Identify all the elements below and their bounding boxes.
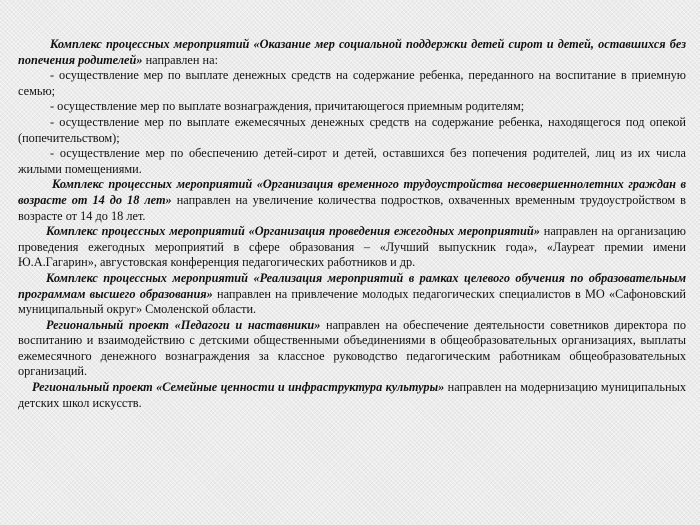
program-title: Региональный проект «Семейные ценности и инфраструктура культуры»: [32, 380, 445, 395]
paragraph-text: направлен на организацию проведения ежегодных мероприятий в сфере образования – «Лучший выпускник года», «Лауреат премии имени Ю.А.Гагарин», августовская конференция педагогических работников и др.: [18, 224, 686, 270]
paragraph-text: направлен на модернизацию муниципальных детских школ искусств.: [18, 380, 686, 410]
paragraph-target-training: [18, 271, 686, 318]
paragraph-text: направлен на увеличение количества подростков, охваченных временным трудоустройством в возрасте от 14 до 18 лет.: [18, 192, 686, 223]
paragraph-orphans-support: [18, 37, 686, 68]
paragraph-text: направлен на обеспечение деятельности советников директора по воспитанию и взаимодействию с детскими общественными объединениями в общеобразовательных организациях, выплаты ежемесячного денежного вознаграждения за классное руководство педагогическим работникам общеобразовательных организаций.: [18, 317, 686, 379]
paragraph-text: направлен на привлечение молодых педагогических специалистов в МО «Сафоновский муниципальный округ» Смоленской области.: [18, 286, 686, 317]
paragraph-family-values: [18, 380, 686, 411]
program-title: Региональный проект «Педагоги и наставники»: [46, 317, 321, 332]
program-title: Комплекс процессных мероприятий «Организация временного трудоустройства несовершеннолетних граждан в возрасте от 14 до 18 лет»: [18, 177, 686, 207]
document-body: [18, 37, 686, 411]
paragraph-teen-employment: [18, 177, 686, 224]
program-title: Комплекс процессных мероприятий «Организация проведения ежегодных мероприятий»: [46, 224, 540, 239]
bullet-item: - осуществление мер по выплате денежных средств на содержание ребенка, переданного на воспитание в приемную семью;: [18, 68, 686, 98]
paragraph-annual-events: [18, 224, 686, 271]
bullet-item: - осуществление мер по выплате вознаграждения, причитающегося приемным родителям;: [50, 99, 525, 114]
bullet-item: - осуществление мер по выплате ежемесячных денежных средств на содержание ребенка, находящегося под опекой (попечительством);: [18, 114, 686, 145]
paragraph-teachers-mentors: [18, 318, 686, 380]
program-title: Комплекс процессных мероприятий «Оказание мер социальной поддержки детей сирот и детей, оставшихся без попечения родителей»: [18, 37, 686, 67]
bullet-item: - осуществление мер по обеспечению детей-сирот и детей, оставшихся без попечения родителей, лиц из их числа жилыми помещениями.: [18, 146, 686, 176]
paragraph-text: направлен на:: [142, 52, 218, 67]
program-title: Комплекс процессных мероприятий «Реализация мероприятий в рамках целевого обучения по образовательным программам высшего образования»: [18, 270, 686, 301]
